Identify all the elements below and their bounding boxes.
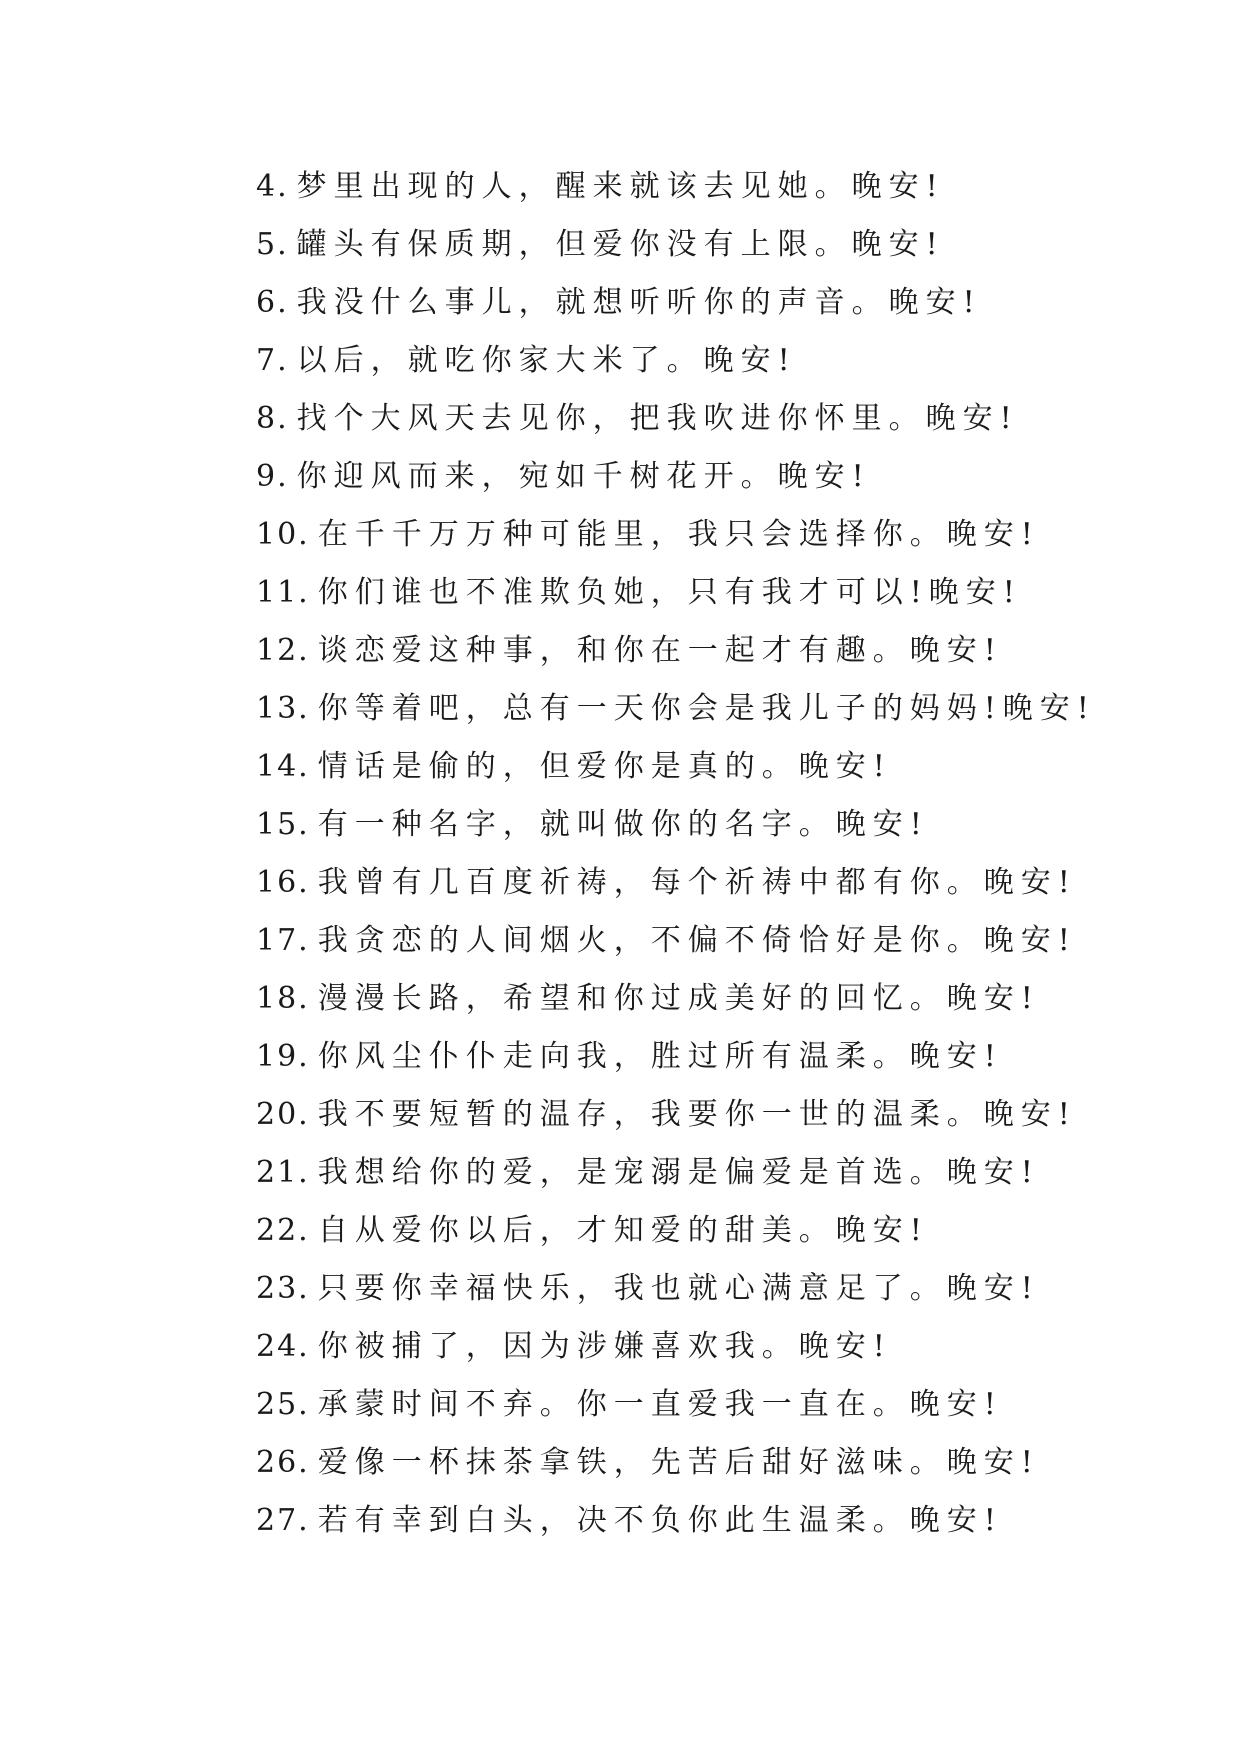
item-text: 我曾有几百度祈祷，每个祈祷中都有你。晚安! xyxy=(317,865,1077,900)
item-number: 21. xyxy=(256,1155,310,1190)
list-item xyxy=(256,1028,1156,1086)
item-number: 14. xyxy=(256,749,310,784)
list-item xyxy=(256,448,1156,506)
item-text: 梦里出现的人，醒来就该去见她。晚安! xyxy=(296,169,945,204)
item-number: 20. xyxy=(256,1097,310,1132)
item-number: 10. xyxy=(256,517,310,552)
item-text: 承蒙时间不弃。你一直爱我一直在。晚安! xyxy=(317,1387,1003,1422)
item-text: 若有幸到白头，决不负你此生温柔。晚安! xyxy=(317,1503,1003,1538)
item-text: 爱像一杯抹茶拿铁，先苦后甜好滋味。晚安! xyxy=(317,1445,1040,1480)
list-item xyxy=(256,1260,1156,1318)
list-item xyxy=(256,854,1156,912)
item-text: 你迎风而来，宛如千树花开。晚安! xyxy=(296,459,871,494)
item-number: 24. xyxy=(256,1329,310,1364)
numbered-list xyxy=(256,158,1156,1550)
item-text: 只要你幸福快乐，我也就心满意足了。晚安! xyxy=(317,1271,1040,1306)
item-number: 7. xyxy=(256,343,289,378)
list-item xyxy=(256,506,1156,564)
item-number: 5. xyxy=(256,227,289,262)
list-item xyxy=(256,332,1156,390)
list-item xyxy=(256,738,1156,796)
item-number: 11. xyxy=(256,575,310,610)
list-item xyxy=(256,970,1156,1028)
item-text: 我贪恋的人间烟火，不偏不倚恰好是你。晚安! xyxy=(317,923,1077,958)
item-text: 漫漫长路，希望和你过成美好的回忆。晚安! xyxy=(317,981,1040,1016)
list-item xyxy=(256,796,1156,854)
item-number: 22. xyxy=(256,1213,310,1248)
item-text: 我不要短暂的温存，我要你一世的温柔。晚安! xyxy=(317,1097,1077,1132)
list-item xyxy=(256,1434,1156,1492)
item-text: 我没什么事儿，就想听听你的声音。晚安! xyxy=(296,285,982,320)
list-item xyxy=(256,1144,1156,1202)
item-number: 16. xyxy=(256,865,310,900)
item-text: 有一种名字，就叫做你的名字。晚安! xyxy=(317,807,929,842)
item-number: 18. xyxy=(256,981,310,1016)
item-number: 26. xyxy=(256,1445,310,1480)
list-item xyxy=(256,1202,1156,1260)
item-number: 25. xyxy=(256,1387,310,1422)
list-item xyxy=(256,564,1156,622)
list-item xyxy=(256,912,1156,970)
item-text: 你们谁也不准欺负她，只有我才可以!晚安! xyxy=(317,575,1022,610)
item-text: 我想给你的爱，是宠溺是偏爱是首选。晚安! xyxy=(317,1155,1040,1190)
list-item xyxy=(256,622,1156,680)
item-text: 你被捕了，因为涉嫌喜欢我。晚安! xyxy=(317,1329,892,1364)
item-number: 13. xyxy=(256,691,310,726)
item-number: 19. xyxy=(256,1039,310,1074)
list-item xyxy=(256,1376,1156,1434)
list-item xyxy=(256,680,1156,738)
list-item xyxy=(256,216,1156,274)
list-item xyxy=(256,1492,1156,1550)
item-number: 12. xyxy=(256,633,310,668)
item-text: 在千千万万种可能里，我只会选择你。晚安! xyxy=(317,517,1040,552)
list-item xyxy=(256,1086,1156,1144)
item-text: 罐头有保质期，但爱你没有上限。晚安! xyxy=(296,227,945,262)
list-item xyxy=(256,1318,1156,1376)
item-number: 17. xyxy=(256,923,310,958)
item-text: 以后，就吃你家大米了。晚安! xyxy=(296,343,797,378)
item-number: 4. xyxy=(256,169,289,204)
item-text: 自从爱你以后，才知爱的甜美。晚安! xyxy=(317,1213,929,1248)
item-text: 谈恋爱这种事，和你在一起才有趣。晚安! xyxy=(317,633,1003,668)
item-number: 27. xyxy=(256,1503,310,1538)
item-number: 9. xyxy=(256,459,289,494)
item-number: 23. xyxy=(256,1271,310,1306)
item-text: 找个大风天去见你，把我吹进你怀里。晚安! xyxy=(296,401,1019,436)
item-number: 15. xyxy=(256,807,310,842)
item-number: 8. xyxy=(256,401,289,436)
list-item xyxy=(256,390,1156,448)
item-text: 情话是偷的，但爱你是真的。晚安! xyxy=(317,749,892,784)
list-item xyxy=(256,274,1156,332)
item-text: 你风尘仆仆走向我，胜过所有温柔。晚安! xyxy=(317,1039,1003,1074)
item-text: 你等着吧，总有一天你会是我儿子的妈妈!晚安! xyxy=(317,691,1096,726)
list-item xyxy=(256,158,1156,216)
item-number: 6. xyxy=(256,285,289,320)
